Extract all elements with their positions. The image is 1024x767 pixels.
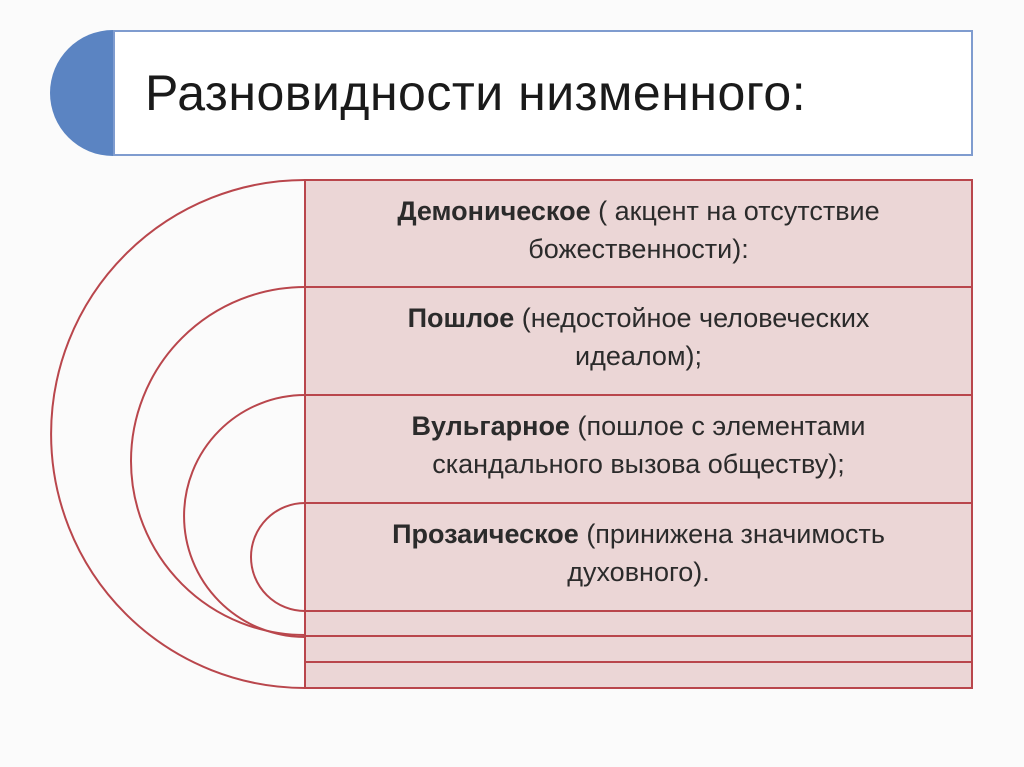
list-item [305,515,972,611]
item-line-2: божественности): [528,234,749,264]
item-line-2: идеалом); [575,341,702,371]
arc-inner [251,503,305,611]
item-line-1 [392,515,885,553]
item-desc: ( акцент на отсутствие [590,196,880,226]
row-5 [305,611,972,636]
page-title: Разновидности низменного: [145,65,807,121]
item-line-1 [397,192,879,230]
row-7 [305,662,972,688]
item-line-2: скандального вызова обществу); [432,449,845,479]
item-desc: (принижена значимость [578,519,885,549]
item-line-2: духовного). [567,557,710,587]
list-item [305,192,972,287]
item-desc: (пошлое с элементами [569,411,866,441]
arc-2 [131,287,305,635]
item-term: Демоническое [397,196,591,226]
list-item [305,407,972,503]
title-accent-halfdisc [50,30,113,156]
item-term: Прозаическое [392,519,579,549]
arc-outer [51,180,305,688]
title-box [113,30,973,156]
item-term: Пошлое [407,303,515,333]
row-6 [305,636,972,662]
list-item [305,299,972,395]
item-term: Вульгарное [411,411,570,441]
item-desc: (недостойное человеческих [514,303,870,333]
item-line-1 [411,407,865,445]
item-line-1 [408,299,870,337]
